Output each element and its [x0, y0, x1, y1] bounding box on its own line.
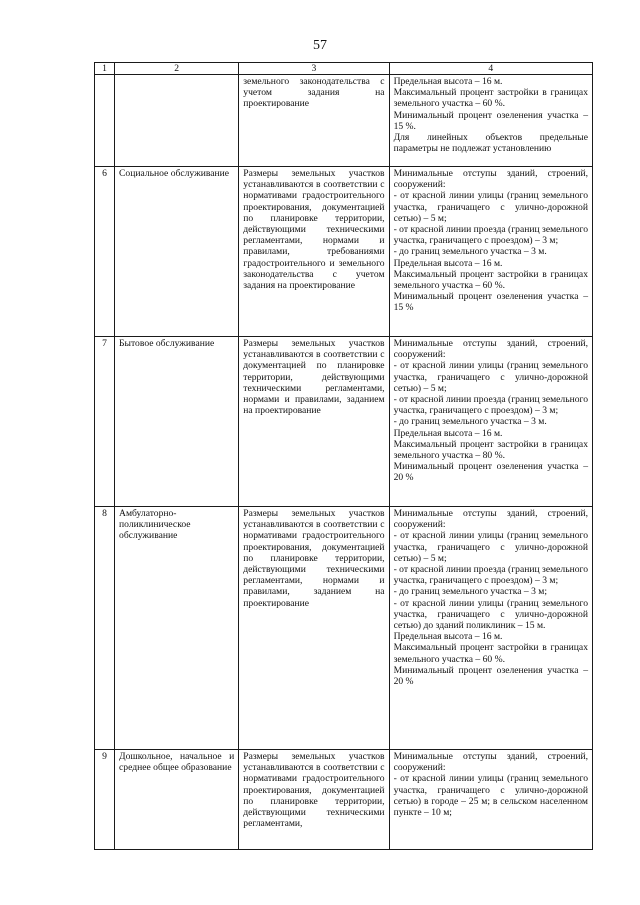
parameter-line: - от красной линии улицы (границ земельного участка, граничащего с улично-дорожной сетью) до зданий поликлиник – 15 м.: [393, 597, 588, 632]
table-row: [95, 750, 593, 850]
construction-parameters: [389, 507, 592, 750]
parameter-line: - от красной линии улицы (границ земельного участка, граничащего с улично-дорожной сетью) в городе – 25 м; в сельском населенном пункте – 10 м;: [393, 773, 588, 819]
table-row: [95, 75, 593, 167]
plot-size-requirements: Размеры земельных участков устанавливаются в соответствии с документацией по планировке территории, действующими техническими регламентами, нормами и правилами, заданием на проектирование: [239, 337, 389, 507]
parameter-line: Минимальные отступы зданий, строений, сооружений:: [393, 338, 588, 361]
parameter-line: - до границ земельного участка – 3 м;: [393, 586, 548, 598]
parameter-line: Максимальный процент застройки в границах земельного участка – 80 %.: [393, 438, 588, 462]
parameter-line: - до границ земельного участка – 3 м.: [393, 416, 547, 428]
parameter-line: Максимальный процент застройки в границах земельного участка – 60 %.: [393, 642, 588, 665]
parameter-line: Для линейных объектов предельные параметры не подлежат установлению: [393, 132, 588, 155]
land-use-table: [94, 62, 593, 850]
plot-size-requirements: Размеры земельных участков устанавливаются в соответствии с нормативами градостроительного проектирования, документацией по планировке территории, действующими техническими регламентами, нормами и правилами, требованиями градостроительного и земельного законодательства с учетом задания на проектирование: [239, 167, 389, 337]
table-row: [95, 167, 593, 337]
parameter-line: Минимальные отступы зданий, строений, сооружений:: [393, 751, 588, 774]
row-number: 6: [95, 167, 115, 337]
row-number: 9: [95, 750, 115, 850]
row-number: 7: [95, 337, 115, 507]
table-body: [95, 75, 593, 850]
row-number: [95, 75, 115, 167]
parameter-line: - до границ земельного участка – 3 м.: [393, 246, 547, 258]
parameter-line: - от красной линии улицы (границ земельного участка, граничащего с улично-дорожной сетью) – 5 м;: [393, 190, 588, 224]
parameter-line: Минимальные отступы зданий, строений, сооружений:: [393, 168, 588, 191]
column-header-1: 1: [95, 63, 115, 75]
table-row: [95, 337, 593, 507]
plot-size-requirements: Размеры земельных участков устанавливаются в соответствии с нормативами градостроительного проектирования, документацией по планировке территории, действующими техническими регламентами, нормами и правилами, заданием на проектирование: [239, 507, 389, 750]
parameter-line: Минимальный процент озеленения участка – 15 %.: [393, 109, 588, 132]
parameter-line: Максимальный процент застройки в границах земельного участка – 60 %.: [393, 268, 588, 292]
column-header-2: 2: [115, 63, 239, 75]
row-number: 8: [95, 507, 115, 750]
land-use-type: [115, 75, 239, 167]
construction-parameters: [389, 750, 592, 850]
parameter-line: Предельная высота – 16 м.: [393, 257, 503, 269]
column-header-3: 3: [239, 63, 389, 75]
land-use-type: Социальное обслуживание: [115, 167, 239, 337]
plot-size-requirements: земельного законодательства с учетом задания на проектирование: [239, 75, 389, 167]
table-row: [95, 507, 593, 750]
parameter-line: Минимальный процент озеленения участка – 15 %: [393, 291, 588, 314]
parameter-line: Максимальный процент застройки в границах земельного участка – 60 %.: [393, 87, 588, 110]
parameter-line: Предельная высота – 16 м.: [393, 631, 503, 643]
parameter-line: - от красной линии проезда (границ земельного участка, граничащего с проездом) – 3 м;: [393, 224, 588, 247]
parameter-line: Минимальный процент озеленения участка – 20 %: [393, 664, 588, 688]
construction-parameters: [389, 75, 592, 167]
plot-size-requirements: Размеры земельных участков устанавливаются в соответствии с нормативами градостроительного проектирования, документацией по планировке территории, действующими техническими регламентами,: [239, 750, 389, 850]
parameter-line: - от красной линии улицы (границ земельного участка, граничащего с улично-дорожной сетью) – 5 м;: [393, 360, 588, 394]
page-number: 57: [313, 38, 327, 53]
parameter-line: Предельная высота – 16 м.: [393, 427, 503, 439]
land-use-type: Амбулаторно-поликлиническое обслуживание: [115, 507, 239, 750]
column-header-4: 4: [389, 63, 592, 75]
construction-parameters: [389, 167, 592, 337]
construction-parameters: [389, 337, 592, 507]
parameter-line: - от красной линии улицы (границ земельного участка, граничащего с улично-дорожной сетью) – 5 м;: [393, 530, 588, 564]
parameter-line: Предельная высота – 16 м.: [393, 76, 503, 87]
parameter-line: - от красной линии проезда (границ земельного участка, граничащего с проездом) – 3 м;: [393, 394, 588, 417]
land-use-type: Дошкольное, начальное и среднее общее образование: [115, 750, 239, 850]
table-header-row: [95, 63, 593, 75]
parameter-line: - от красной линии проезда (границ земельного участка, граничащего с проездом) – 3 м;: [393, 564, 588, 587]
land-use-type: Бытовое обслуживание: [115, 337, 239, 507]
parameter-line: Минимальные отступы зданий, строений, сооружений:: [393, 508, 588, 531]
parameter-line: Минимальный процент озеленения участка – 20 %: [393, 461, 588, 484]
